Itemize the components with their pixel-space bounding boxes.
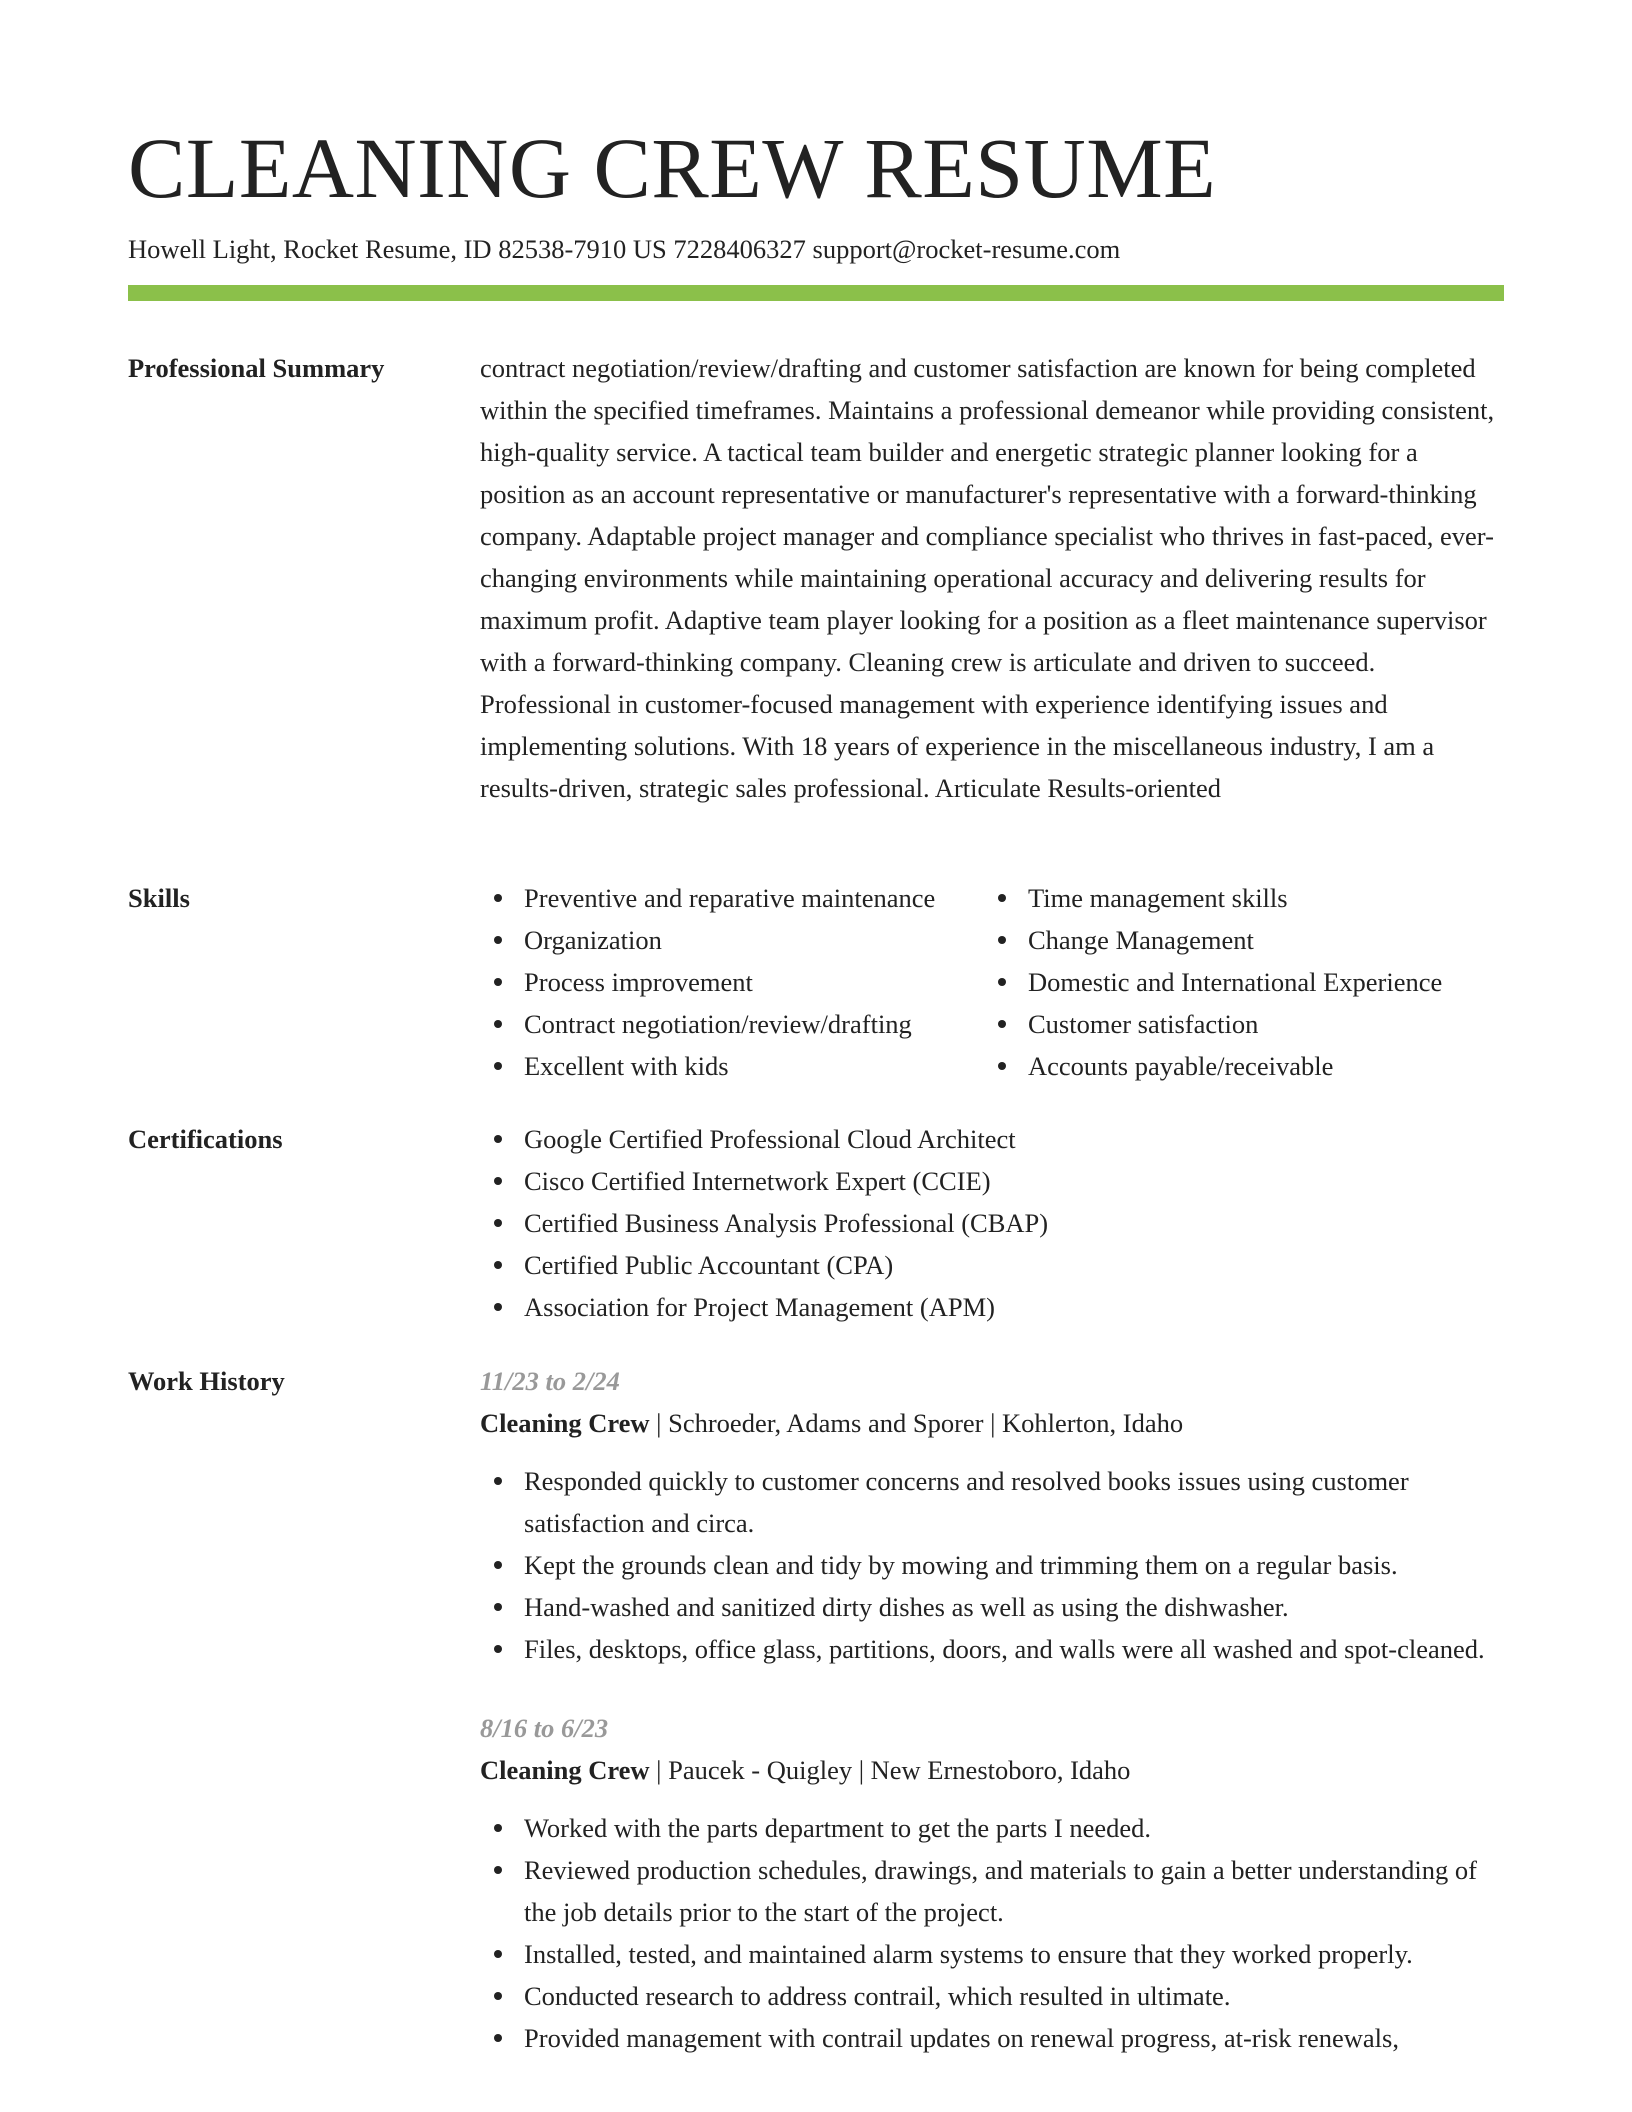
summary-text: contract negotiation/review/drafting and customer satisfaction are known for being completed within the specified timeframes. Maintains a professional demeanor while providing consistent, high-quality service. A tactical team builder and energetic strategic planner looking for a position as an account representative or manufacturer's representative with a forward-thinking company. Adaptable project manager and compliance specialist who thrives in fast-paced, ever-changing environments while maintaining operational accuracy and delivering results for maximum profit. Adaptive team player looking for a position as a fleet maintenance supervisor with a forward-thinking company. Cleaning crew is articulate and driven to succeed. Professional in customer-focused management with experience identifying issues and implementing solutions. With 18 years of experience in the miscellaneous industry, I am a results-driven, strategic sales professional. Articulate Results-oriented xyxy=(480,353,1495,803)
certifications-list xyxy=(480,1118,1504,1328)
skill-item: Domestic and International Experience xyxy=(984,961,1504,1003)
job-dates: 11/23 to 2/24 xyxy=(480,1366,620,1396)
job-title: Cleaning Crew xyxy=(480,1755,650,1785)
summary-heading: Professional Summary xyxy=(128,353,385,383)
job-title: Cleaning Crew xyxy=(480,1408,650,1438)
skills-list-right xyxy=(984,877,1504,1087)
skills-heading: Skills xyxy=(128,883,190,913)
job-bullets xyxy=(480,1807,1504,2059)
skill-item: Excellent with kids xyxy=(480,1045,984,1087)
job-bullets xyxy=(480,1460,1504,1670)
summary-body xyxy=(480,347,1504,809)
work-history-heading: Work History xyxy=(128,1366,285,1396)
skill-item: Customer satisfaction xyxy=(984,1003,1504,1045)
job-details: | Schroeder, Adams and Sporer | Kohlerton, Idaho xyxy=(649,1408,1184,1438)
skill-item: Change Management xyxy=(984,919,1504,961)
job-entry xyxy=(480,1360,1504,1670)
job-bullet: Conducted research to address contrail, which resulted in ultimate. xyxy=(480,1975,1504,2017)
header-accent-rule xyxy=(128,285,1504,301)
certification-item: Association for Project Management (APM) xyxy=(480,1286,1504,1328)
resume-title: CLEANING CREW RESUME xyxy=(128,120,1217,216)
job-details: | Paucek - Quigley | New Ernestoboro, Idaho xyxy=(649,1755,1131,1785)
skill-item: Preventive and reparative maintenance xyxy=(480,877,984,919)
job-header xyxy=(480,1749,1504,1791)
skill-item: Organization xyxy=(480,919,984,961)
job-bullet: Provided management with contrail updates on renewal progress, at-risk renewals, xyxy=(480,2017,1504,2059)
certifications-body xyxy=(480,1118,1504,1328)
job-entry xyxy=(480,1707,1504,2059)
contact-line: Howell Light, Rocket Resume, ID 82538-7910 US 7228406327 support@rocket-resume.com xyxy=(128,234,1121,264)
work-history-body xyxy=(480,1360,1504,2059)
skill-item: Accounts payable/receivable xyxy=(984,1045,1504,1087)
job-bullet: Responded quickly to customer concerns and resolved books issues using customer satisfaction and circa. xyxy=(480,1460,1504,1544)
job-bullet: Kept the grounds clean and tidy by mowing and trimming them on a regular basis. xyxy=(480,1544,1504,1586)
certification-item: Certified Public Accountant (CPA) xyxy=(480,1244,1504,1286)
job-header xyxy=(480,1402,1504,1444)
certification-item: Google Certified Professional Cloud Architect xyxy=(480,1118,1504,1160)
job-bullet: Files, desktops, office glass, partitions, doors, and walls were all washed and spot-cleaned. xyxy=(480,1628,1504,1670)
skill-item: Time management skills xyxy=(984,877,1504,919)
certifications-heading: Certifications xyxy=(128,1124,283,1154)
job-bullet: Reviewed production schedules, drawings, and materials to gain a better understanding of the job details prior to the start of the project. xyxy=(480,1849,1504,1933)
skill-item: Process improvement xyxy=(480,961,984,1003)
certification-item: Cisco Certified Internetwork Expert (CCIE) xyxy=(480,1160,1504,1202)
job-dates: 8/16 to 6/23 xyxy=(480,1713,609,1743)
job-bullet: Worked with the parts department to get the parts I needed. xyxy=(480,1807,1504,1849)
skills-grid xyxy=(480,877,1504,1087)
skills-list-left xyxy=(480,877,984,1087)
certification-item: Certified Business Analysis Professional (CBAP) xyxy=(480,1202,1504,1244)
job-bullet: Installed, tested, and maintained alarm systems to ensure that they worked properly. xyxy=(480,1933,1504,1975)
skill-item: Contract negotiation/review/drafting xyxy=(480,1003,984,1045)
job-bullet: Hand-washed and sanitized dirty dishes as well as using the dishwasher. xyxy=(480,1586,1504,1628)
